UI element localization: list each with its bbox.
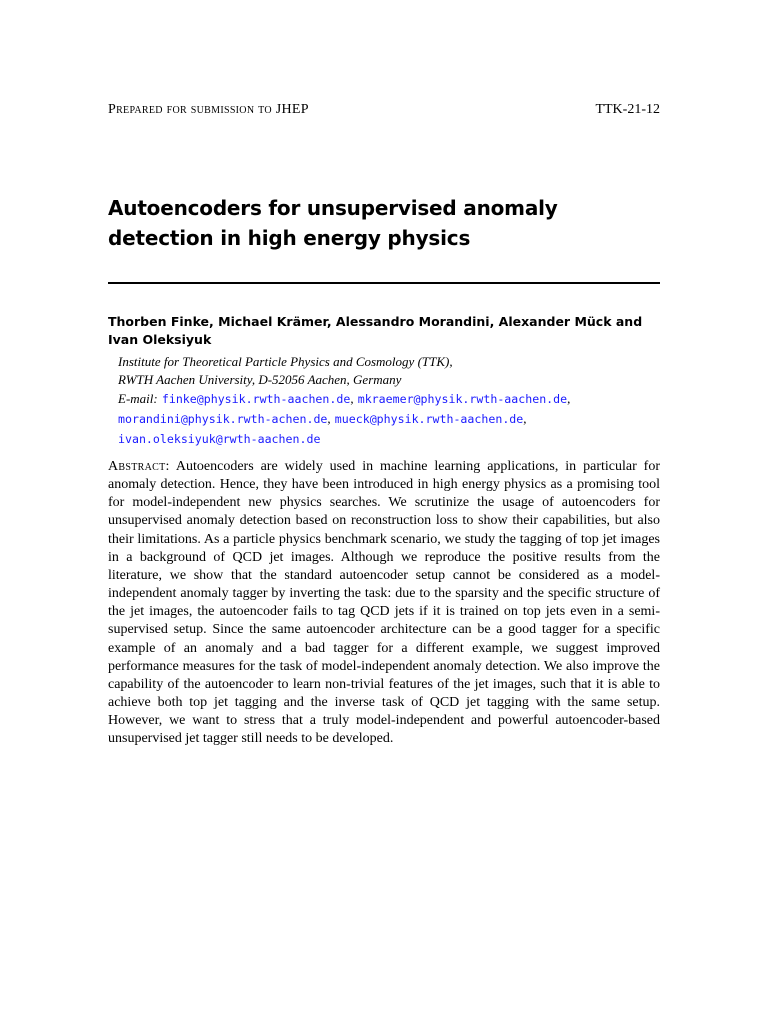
email-link[interactable]: mueck@physik.rwth-aachen.de: [334, 412, 524, 427]
email-link[interactable]: morandini@physik.rwth-achen.de: [118, 412, 328, 427]
email-label: E-mail:: [118, 391, 158, 406]
email-link[interactable]: ivan.oleksiyuk@rwth-aachen.de: [118, 431, 321, 446]
email-block: E-mail: finke@physik.rwth-aachen.de, mkraemer@physik.rwth-aachen.de, morandini@physik.rwth-achen.de, mueck@physik.rwth-aachen.de, ivan.oleksiyuk@rwth-aachen.de: [118, 391, 571, 446]
email-link[interactable]: mkraemer@physik.rwth-aachen.de: [357, 392, 568, 406]
author-list: Thorben Finke, Michael Krämer, Alessandro Morandini, Alexander Mück and Ivan Oleksiyuk: [108, 314, 643, 347]
title-rule: [108, 282, 660, 284]
paper-title: Autoencoders for unsupervised anomaly detection in high energy physics: [108, 196, 558, 250]
abstract-heading: Abstract:: [108, 459, 170, 474]
abstract: [108, 458, 660, 749]
affiliation: [118, 353, 658, 389]
affiliation-line: RWTH Aachen University, D-52056 Aachen, Germany: [118, 372, 402, 387]
journal-header: Prepared for submission to JHEP: [108, 102, 309, 117]
email-link[interactable]: finke@physik.rwth-aachen.de: [161, 392, 351, 406]
affiliation-line: Institute for Theoretical Particle Physics and Cosmology (TTK),: [118, 354, 453, 369]
abstract-text: Autoencoders are widely used in machine learning applications, in particular for anomaly detection. Hence, they have been introduced in high energy physics as a promising tool for model-independent new physics searches. We scrutinize the usage of autoencoders for unsupervised anomaly detection based on reconstruction loss to show their capabilities, but also their limitations. As a particle physics benchmark scenario, we study the tagging of top jet images in a background of QCD jet images. Although we reproduce the positive results from the literature, we show that the standard autoencoder setup cannot be considered as a model-independent anomaly tagger by inverting the task: due to the sparsity and the specific structure of the jet images, the autoencoder fails to tag QCD jets if it is trained on top jets even in a semi-supervised setup. Since the same autoencoder architecture can be a good tagger for a specific example of an anomaly and a bad tagger for a different example, we suggest improved performance measures for the task of model-independent anomaly detection. We also improve the capability of the autoencoder to learn non-trivial features of the jet images, such that it is able to achieve both top jet tagging and the inverse task of QCD jet tagging with the same setup. However, we want to stress that a truly model-independent and powerful autoencoder-based unsupervised jet tagger still needs to be developed.: [108, 459, 660, 747]
report-number: TTK-21-12: [595, 102, 660, 117]
